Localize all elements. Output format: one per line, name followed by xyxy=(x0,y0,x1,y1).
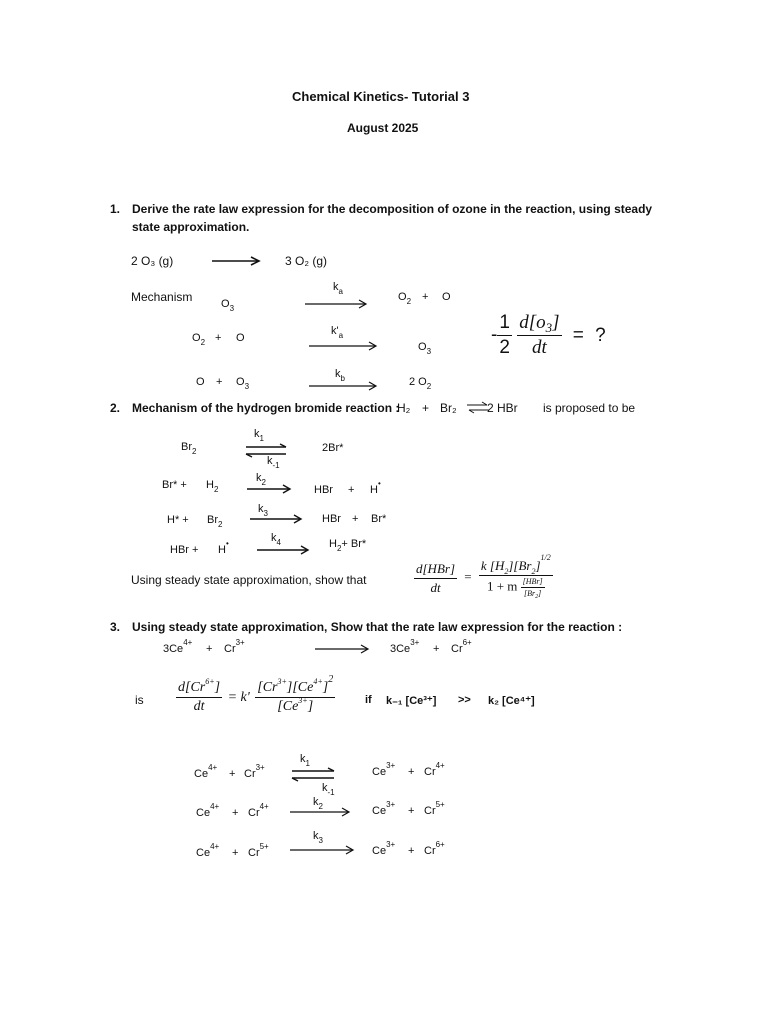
q3-step2-reactant2: $Cr^{4+}$ xyxy=(248,802,269,819)
q2-reactant-h2: H₂ xyxy=(397,401,411,415)
q3-step3-plus2: + xyxy=(408,845,415,857)
q1-step3-reactant1: O xyxy=(196,376,205,388)
q3-is-label: is xyxy=(135,693,144,707)
q2-product-hbr: 2 HBr xyxy=(487,401,518,415)
q1-step2-product: $O_3$ xyxy=(418,341,432,356)
q1-overall-reactant: 2 O₃ (g) xyxy=(131,254,174,268)
q3-step1-reactant1: $Ce^{4+}$ xyxy=(194,763,218,780)
q2-rate-expression: $\frac{\text{d[HBr]}}{dt}$ = k $[H_2][Br_2]^{1/2}$ 1 + m $\frac{\text{[HBr]}}{[Br_2]}$ xyxy=(416,553,551,600)
q3-step1-reactant2: $Cr^{3+}$ xyxy=(244,763,265,780)
q2-step2-product2: H• xyxy=(370,479,381,496)
q1-step1-reactant: $O_3$ xyxy=(221,298,235,313)
page-date: August 2025 xyxy=(347,121,419,135)
q3-step2-product1: $Ce^{3+}$ xyxy=(372,800,396,817)
q3-step3-product2: $Cr^{6+}$ xyxy=(424,840,445,857)
q1-step3-arrow xyxy=(309,381,379,391)
q1-rate-expression: - $\frac{1}{2}$ $\frac{d[o_3]}{dt}$ = ? xyxy=(491,312,606,358)
q2-equilibrium-arrow xyxy=(467,402,489,414)
q1-step1-rate-constant: $k_a$ xyxy=(333,281,343,296)
q2-step4-reactant1: HBr + xyxy=(170,544,199,556)
q2-number: 2. xyxy=(110,401,121,415)
q2-step2-plus: + xyxy=(348,484,355,496)
q2-step3-rate-constant: $k_3$ xyxy=(258,503,268,518)
q1-step3-reactant2: $O_3$ xyxy=(236,376,250,391)
q1-step2-plus: + xyxy=(215,332,222,344)
q3-step3-reactant2: $Cr^{5+}$ xyxy=(248,842,269,859)
q3-step2-rate-constant: $k_2$ xyxy=(313,796,323,811)
q3-overall-product1: $3Ce^{3+}$ xyxy=(390,638,420,655)
q1-number: 1. xyxy=(110,202,121,216)
q3-step1-plus2: + xyxy=(408,766,415,778)
q3-step3-plus: + xyxy=(232,847,239,859)
q1-step1-plus: + xyxy=(422,291,429,303)
q3-overall-product2: $Cr^{6+}$ xyxy=(451,638,472,655)
q3-step2-reactant1: $Ce^{4+}$ xyxy=(196,802,220,819)
q2-step2-rate-constant: $k_2$ xyxy=(256,472,266,487)
q2-step2-reactant2: $H_2$ xyxy=(206,479,219,494)
q2-step1-forward-constant: $k_1$ xyxy=(254,428,264,443)
q3-step1-equilibrium-arrow xyxy=(292,768,336,782)
q1-step3-product: 2 $O_2$ xyxy=(409,376,432,391)
q3-overall-plus: + xyxy=(206,643,213,655)
q1-step1-arrow xyxy=(305,299,369,309)
q3-step3-product1: $Ce^{3+}$ xyxy=(372,840,396,857)
q3-number: 3. xyxy=(110,620,121,634)
q2-step4-reactant2: H• xyxy=(218,539,229,556)
q3-step1-product2: $Cr^{4+}$ xyxy=(424,761,445,778)
q1-text-line2: state approximation. xyxy=(132,220,250,234)
q2-reaction-plus: + xyxy=(422,401,430,415)
q3-step2-plus: + xyxy=(232,807,239,819)
q1-overall-arrow xyxy=(212,256,262,266)
q1-text-line1: Derive the rate law expression for the decomposition of ozone in the reaction, using steady xyxy=(132,202,653,216)
q3-rate-expression: $\frac{d[Cr^{6+}]}{dt}$ = k' $\frac{[Cr^{3+}][Ce^{4+}]^2}{[Ce^{3+}]}$ xyxy=(178,674,334,714)
q3-condition-if: if xyxy=(365,694,372,706)
q3-step2-arrow xyxy=(290,807,352,817)
q1-step1-product1: $O_2$ xyxy=(398,291,412,306)
q2-show-text: Using steady state approximation, show that xyxy=(131,573,367,587)
q2-step3-reactant2: $Br_2$ xyxy=(207,514,223,529)
q3-step3-arrow xyxy=(290,845,356,855)
q2-proposed-text: is proposed to be xyxy=(543,401,636,415)
q2-step3-product1: HBr xyxy=(322,513,341,525)
q2-reactant-br2: Br₂ xyxy=(440,401,457,415)
q3-condition-left: k₋₁ [Ce³⁺] xyxy=(386,695,437,707)
q3-overall-reactant2: $Cr^{3+}$ xyxy=(224,638,245,655)
q2-step1-product: 2Br* xyxy=(322,442,344,454)
q1-step3-rate-constant: $k_b$ xyxy=(335,368,345,383)
q1-step3-plus: + xyxy=(216,376,223,388)
q2-step1-reactant: $Br_2$ xyxy=(181,441,197,456)
q3-step1-forward-constant: $k_1$ xyxy=(300,753,310,768)
q1-step2-reactant2: O xyxy=(236,332,245,344)
q1-step2-reactant1: $O_2$ xyxy=(192,332,206,347)
q2-step4-rate-constant: $k_4$ xyxy=(271,532,281,547)
page-title: Chemical Kinetics- Tutorial 3 xyxy=(292,89,470,104)
q1-step2-arrow xyxy=(309,341,379,351)
q2-step3-arrow xyxy=(250,514,304,524)
q3-step3-reactant1: $Ce^{4+}$ xyxy=(196,842,220,859)
q3-condition-right: k₂ [Ce⁴⁺] xyxy=(488,695,535,707)
q2-step4-arrow xyxy=(257,545,311,555)
q2-text: Mechanism of the hydrogen bromide reaction : xyxy=(132,401,400,415)
q3-step1-product1: $Ce^{3+}$ xyxy=(372,761,396,778)
q2-step2-reactant1: Br* + xyxy=(162,479,187,491)
q2-step1-reverse-constant: $k_{-1}$ xyxy=(267,455,280,470)
q2-step3-plus: + xyxy=(352,513,359,525)
q1-mechanism-label: Mechanism xyxy=(131,290,193,304)
q1-overall-product: 3 O₂ (g) xyxy=(285,254,327,268)
q2-step4-products: $H_2+ Br*$ xyxy=(329,538,367,553)
q3-step2-plus2: + xyxy=(408,805,415,817)
q2-step2-arrow xyxy=(247,484,293,494)
q1-step2-rate-constant: $k'_a$ xyxy=(331,325,344,340)
q2-step3-reactant1: H* + xyxy=(167,514,189,526)
q3-condition-gg: >> xyxy=(458,694,471,706)
q2-step3-product2: Br* xyxy=(371,513,387,525)
q3-step1-plus: + xyxy=(229,768,236,780)
q3-step3-rate-constant: $k_3$ xyxy=(313,830,323,845)
q1-step1-product2: O xyxy=(442,291,451,303)
q3-overall-reactant1: $3Ce^{4+}$ xyxy=(163,638,193,655)
q2-step2-product1: HBr xyxy=(314,484,333,496)
q3-overall-arrow xyxy=(315,644,371,654)
q3-overall-plus2: + xyxy=(433,643,440,655)
q3-text: Using steady state approximation, Show that the rate law expression for the reaction : xyxy=(132,620,623,634)
q3-step1-reverse-constant: $k_{-1}$ xyxy=(322,782,335,797)
q3-step2-product2: $Cr^{5+}$ xyxy=(424,800,445,817)
